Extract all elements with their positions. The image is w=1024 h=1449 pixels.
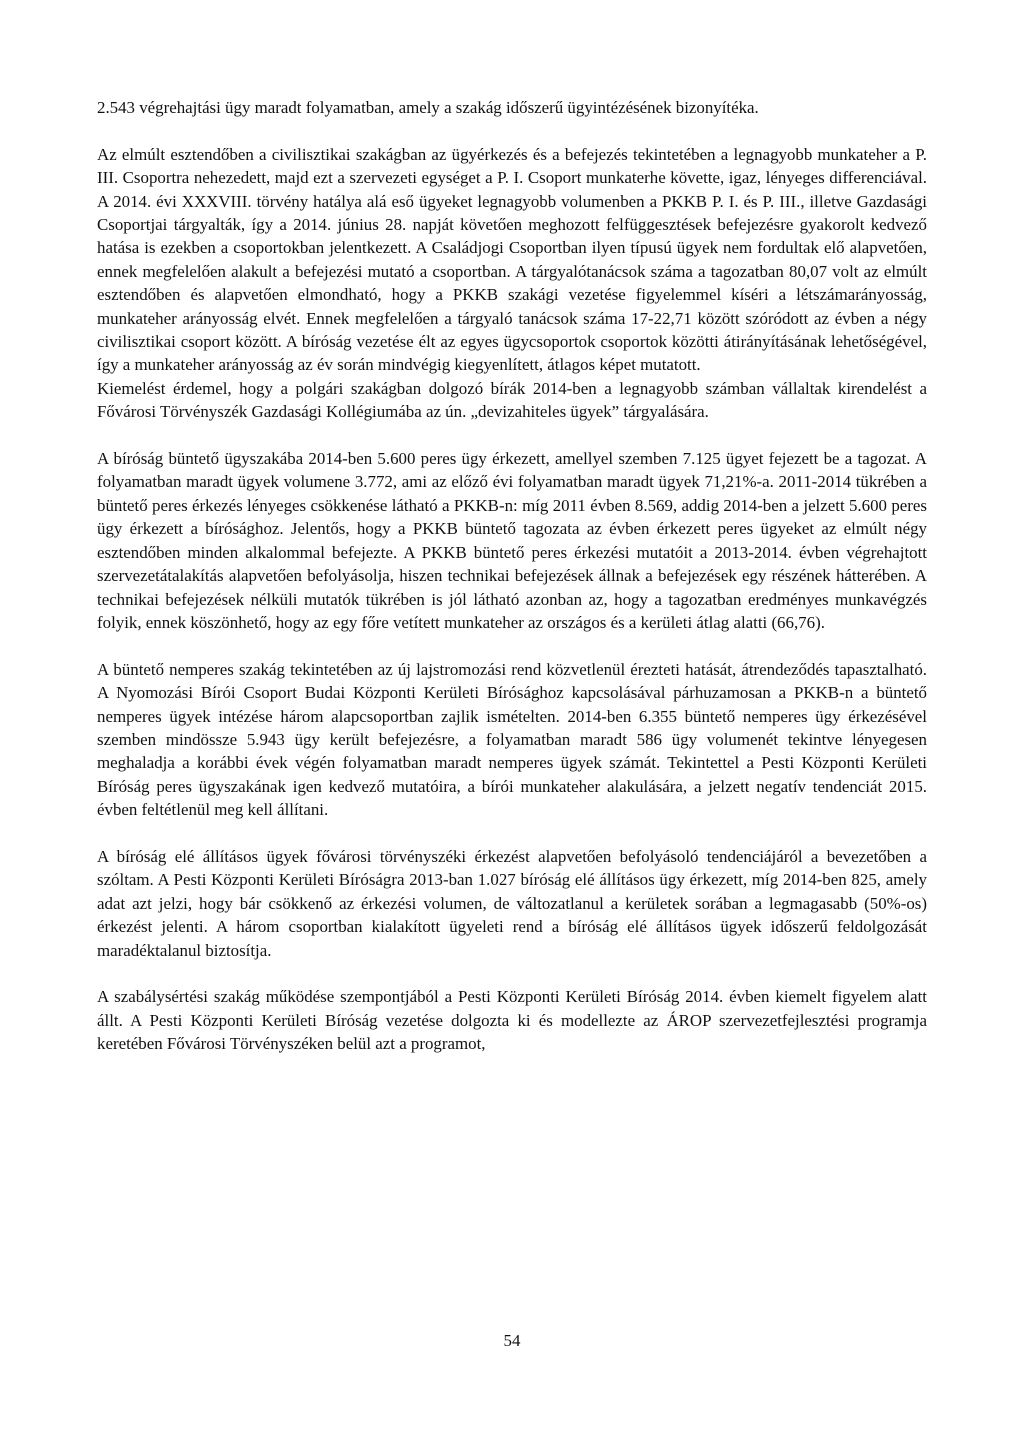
document-page: [97, 96, 927, 1056]
paragraph-civil-secondment: Kiemelést érdemel, hogy a polgári szakágban dolgozó bírák 2014-ben a legnagyobb számban vállaltak kirendelést a Fővárosi Törvényszék Gazdasági Kollégiumába az ún. „devizahiteles ügyek” tárgyalására.: [97, 378, 927, 422]
paragraph-criminal-non-litigation: A büntető nemperes szakág tekintetében az új lajstromozási rend közvetlenül érezteti hatását, átrendeződés tapasztalható. A Nyomozási Bírói Csoport Budai Központi Kerületi Bírósághoz kapcsolásával párhuzamosan a PKKB-n a büntető nemperes ügyek intézése három alapcsoportban zajlik ismételten. 2014-ben 6.355 büntető nemperes ügy érkezésével szemben mindössze 5.943 ügy került befejezésre, a folyamatban maradt 586 ügy volumenét tekintve lényegesen meghaladja a korábbi évek végén folyamatban maradt nemperes ügyek számát. Tekintettel a Pesti Központi Kerületi Bíróság peres ügyszakának igen kedvező mutatóira, a bírói munkateher alakulására, a jelzett negatív tendenciát 2015. évben feltétlenül meg kell állítani.: [97, 659, 927, 820]
paragraph-civil-workload: Az elmúlt esztendőben a civilisztikai szakágban az ügyérkezés és a befejezés tekintetében a legnagyobb munkateher a P. III. Csoportra nehezedett, majd ezt a szervezeti egységet a P. I. Csoport munkaterhe követte, igaz, lényeges differenciával. A 2014. évi XXXVIII. törvény hatálya alá eső ügyeket legnagyobb volumenben a PKKB P. I. és P. III., illetve Gazdasági Csoportjai tárgyalták, így a 2014. június 28. napját követően meghozott felfüggesztések befejezésre gyakorolt kedvező hatása is ezekben a csoportokban jelentkezett. A Családjogi Csoportban ilyen típusú ügyek nem fordultak elő alapvetően, ennek megfelelően alakult a befejezési mutató a csoportban. A tárgyalótanácsok száma a tagozatban 80,07 volt az elmúlt esztendőben és alapvetően elmondható, hogy a PKKB szakági vezetése figyelemmel kíséri a létszámarányosság, munkateher arányosság elvét. Ennek megfelelően a tárgyaló tanácsok száma 17-22,71 között szóródott az évben a négy civilisztikai csoport között. A bíróság vezetése élt az egyes ügycsoportok csoportok közötti átirányításának lehetőségével, így a munkateher arányosság az év során mindvégig kiegyenlített, átlagos képet mutatott.: [97, 144, 927, 375]
paragraph-misdemeanor: A szabálysértési szakág működése szempontjából a Pesti Központi Kerületi Bíróság 2014. évben kiemelt figyelem alatt állt. A Pesti Központi Kerületi Bíróság vezetése dolgozta ki és modellezte az ÁROP szervezetfejlesztési programja keretében Fővárosi Törvényszéken belül azt a programot,: [97, 987, 927, 1054]
paragraph-enforcement-summary: 2.543 végrehajtási ügy maradt folyamatban, amely a szakág időszerű ügyintézésének bizonyítéka.: [97, 98, 759, 117]
page-number: 54: [503, 1331, 521, 1350]
paragraph-criminal-litigation: A bíróság büntető ügyszakába 2014-ben 5.600 peres ügy érkezett, amellyel szemben 7.125 ügyet fejezett be a tagozat. A folyamatban maradt ügyek volumene 3.772, ami az előző évi folyamatban maradt ügyek 71,21%-a. 2011-2014 tükrében a büntető peres érkezés lényeges csökkenése látható a PKKB-n: míg 2011 évben 8.569, addig 2014-ben a jelzett 5.600 peres ügy érkezett a bírósághoz. Jelentős, hogy a PKKB büntető tagozata az évben érkezett peres ügyeket az elmúlt négy esztendőben minden alkalommal befejezte. A PKKB büntető peres érkezési mutatóit a 2013-2014. évben végrehajtott szervezetátalakítás alapvetően befolyásolja, hiszen technikai befejezések állnak a befejezések egy részének hátterében. A technikai befejezések nélküli mutatók tükrében is jól látható azonban az, hogy a tagozatban eredményes munkavégzés folyik, ennek köszönhető, hogy az egy főre vetített munkateher az országos és a kerületi átlag alatti (66,76).: [97, 449, 927, 632]
paragraph-summary-arraignment: A bíróság elé állításos ügyek fővárosi törvényszéki érkezést alapvetően befolyásoló tendenciájáról a bevezetőben a szóltam. A Pesti Központi Kerületi Bíróságra 2013-ban 1.027 bíróság elé állításos ügy érkezett, míg 2014-ben 825, amely adat azt jelzi, hogy bár csökkenő az érkezési volumen, de változatlanul a kerületek sorában a legmagasabb (50%-os) érkezést jelenti. A három csoportban kialakított ügyeleti rend a bíróság elé állításos ügyek időszerű feldolgozását maradéktalanul biztosítja.: [97, 846, 927, 960]
